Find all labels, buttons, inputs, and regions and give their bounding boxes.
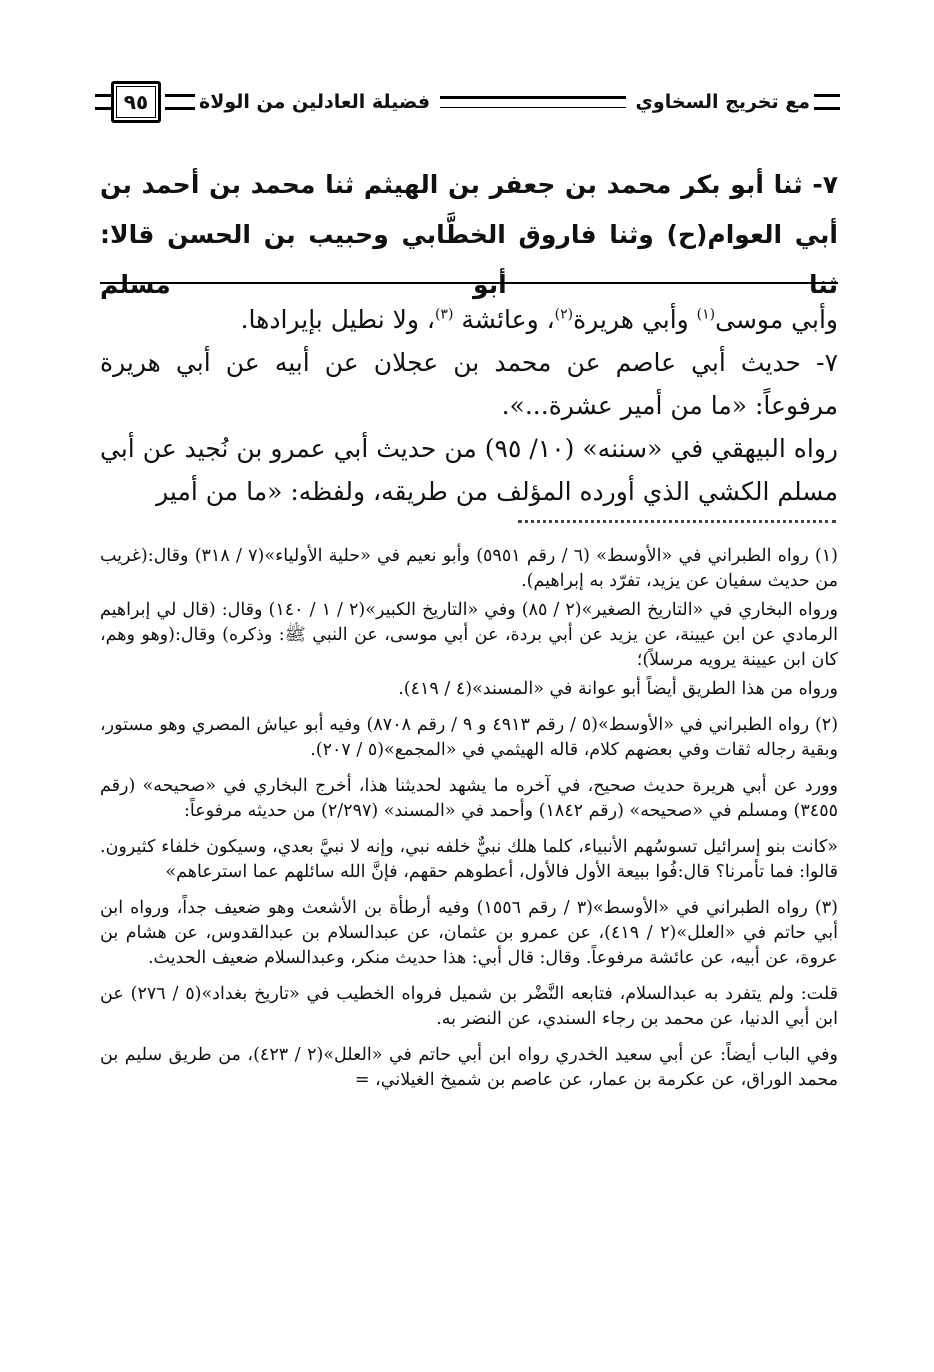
header-ornament-right bbox=[814, 94, 840, 110]
footnote-1: (١) رواه الطبراني في «الأوسط» (٦ / رقم ٥٩٥١) وأبو نعيم في «حلية الأولياء»(٧ / ٣١٨) وقال:(غريب من حديث سفيان عن يزيد، تفرّد به إبراهيم). bbox=[100, 546, 838, 591]
footnote-3-b: قلت: ولم يتفرد به عبدالسلام، فتابعه النَّضْر بن شميل فرواه الخطيب في «تاريخ بغداد»(٥ / ٢٧٦) عن ابن أبي الدنيا، عن محمد بن رجاء السندي، عن النضر به. bbox=[100, 984, 839, 1029]
p1-text-c: ، وعائشة bbox=[453, 305, 555, 334]
header-ornament-end bbox=[95, 94, 111, 110]
continuation-dots bbox=[518, 520, 836, 523]
quoted-block-rule bbox=[100, 282, 838, 284]
footnote-2: (٢) رواه الطبراني في «الأوسط»(٥ / رقم ٤٩١٣ و ٩ / رقم ٨٧٠٨) وفيه أبو عياش المصري وهو مستور، وبقية رجاله ثقات وفي بعضهم كلام، قاله الهيثمي في «المجمع»(٥ / ٢٠٧). bbox=[100, 715, 839, 760]
header-rule bbox=[440, 96, 625, 108]
footnote-1-b: ورواه البخاري في «التاريخ الصغير»(٢ / ٨٥) وفي «التاريخ الكبير»(٢ / ١ / ١٤٠) وقال: (قال لي إبراهيم الرمادي عن ابن عيينة، عن يزيد عن أبي بردة، عن أبي موسى، عن النبي ﷺ: وذكره) وقال:(وهو وهم، كان ابن عيينة يرويه مرسلاً)؛ bbox=[100, 600, 839, 670]
page-number: ٩٥ bbox=[111, 81, 161, 123]
paragraph-1 bbox=[100, 298, 838, 341]
paragraph-2: ٧- حديث أبي عاصم عن محمد بن عجلان عن أبيه عن أبي هريرة مرفوعاً: «ما من أمير عشرة...». bbox=[100, 348, 838, 420]
p1-text-d: ، ولا نطيل بإيرادها. bbox=[240, 305, 435, 334]
quoted-line-2: أبي العوام(ح) وثنا فاروق الخطَّابي وحبيب بن الحسن قالا: ثنا أبو مسلم bbox=[100, 220, 838, 299]
footnote-2-c: «كانت بنو إسرائيل تسوسُهم الأنبياء، كلما هلك نبيٌّ خلفه نبي، وإنه لا نبيَّ بعدي، وسيكون خلفاء كثيرون. قالوا: فما تأمرنا؟ قال:فُوا ببيعة الأول فالأول، أعطوهم حقهم، فإنَّ الله سائلهم عما استرعاهم» bbox=[100, 837, 838, 882]
footnote-ref-3: (٣) bbox=[434, 306, 454, 323]
footnote-2-b: وورد عن أبي هريرة حديث صحيح، في آخره ما يشهد لحديثنا هذا، أخرج البخاري في «صحيحه» (رقم ٣٤٥٥) ومسلم في «صحيحه» (رقم ١٨٤٢) وأحمد في «المسند» (٢/٢٩٧) من حديثه مرفوعاً: bbox=[100, 776, 838, 821]
footnote-1-c: ورواه من هذا الطريق أيضاً أبو عوانة في «المسند»(٤ / ٤١٩). bbox=[398, 679, 838, 699]
header-ornament-left bbox=[165, 94, 195, 110]
header-right-title: فضيلة العادلين من الولاة bbox=[199, 91, 431, 113]
footnote-3-c: وفي الباب أيضاً: عن أبي سعيد الخدري رواه ابن أبي حاتم في «العلل»(٢ / ٤٢٣)، من طريق سليم بن محمد الوراق، عن عكرمة بن عمار، عن عاصم بن شميخ الغيلاني، = bbox=[100, 1045, 838, 1090]
footnotes bbox=[100, 544, 838, 1104]
commentary-body bbox=[100, 298, 838, 513]
footnote-3: (٣) رواه الطبراني في «الأوسط»(٣ / رقم ١٥٥٦) وفيه أرطأة بن الأشعث وهو ضعيف جداً، ورواه ابن أبي حاتم في «العلل»(٢ / ٤١٩)، عن عمرو بن عثمان، عن عبدالسلام بن عبدالقدوس، عن هشام بن عروة، عن أبيه، عن عائشة مرفوعاً. وقال: قال أبي: هذا حديث منكر، وعبدالسلام ضعيف الحديث. bbox=[100, 898, 838, 968]
footnote-ref-2: (٢) bbox=[554, 306, 574, 323]
footnote-ref-1: (١) bbox=[696, 306, 716, 323]
p1-text-a: وأبي موسى bbox=[715, 305, 838, 334]
header-left-title: مع تخريج السخاوي bbox=[635, 91, 810, 113]
quoted-text-block bbox=[100, 160, 838, 310]
running-header bbox=[95, 80, 840, 124]
quoted-line-1: ٧- ثنا أبو بكر محمد بن جعفر بن الهيثم ثنا محمد بن أحمد بن bbox=[100, 170, 838, 199]
p1-text-b: وأبي هريرة bbox=[573, 305, 697, 334]
paragraph-3: رواه البيهقي في «سننه» (١٠/ ٩٥) من حديث أبي عمرو بن نُجيد عن أبي مسلم الكشي الذي أورده المؤلف من طريقه، ولفظه: «ما من أمير bbox=[100, 434, 838, 506]
